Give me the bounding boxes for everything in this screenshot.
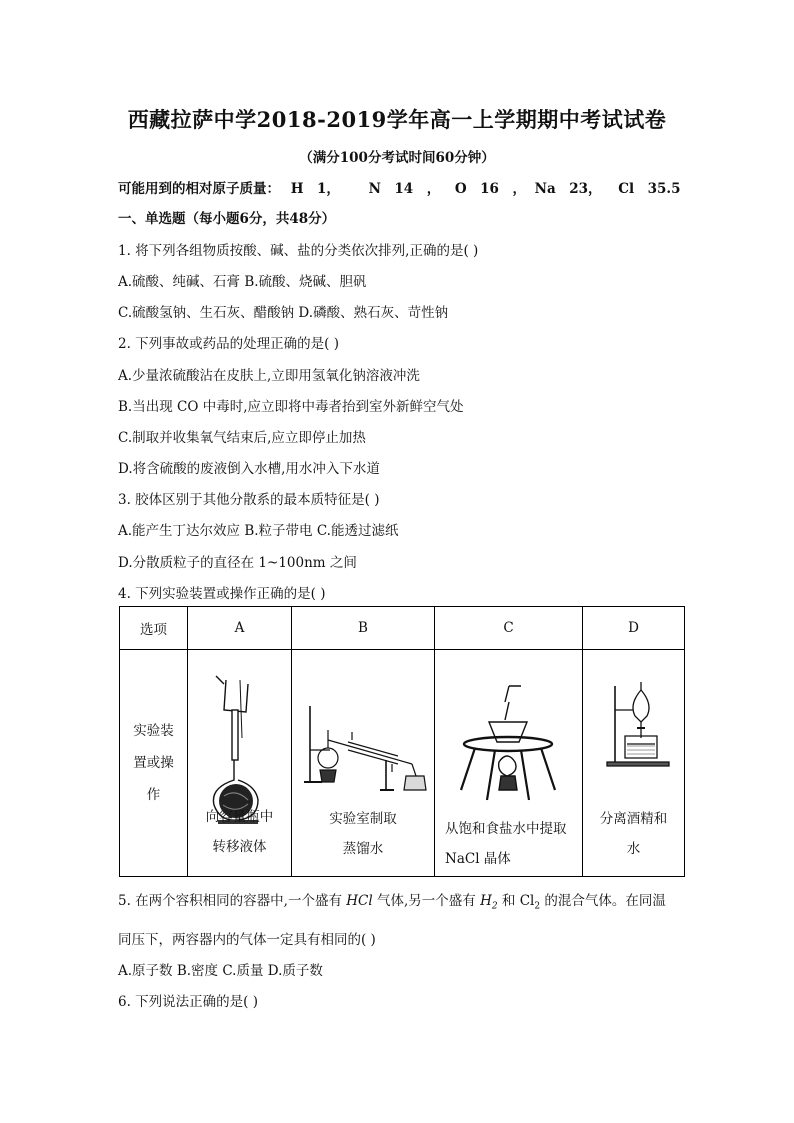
option-b-caption-2: 蒸馏水 <box>342 841 384 857</box>
q2-option-c: C.制取并收集氧气结束后,应立即停止加热 <box>118 430 366 446</box>
header-cell-option: 选项 <box>120 607 188 650</box>
option-a-cell <box>188 650 292 877</box>
q5-stem-post: 的混合气体。在同温 <box>544 893 666 909</box>
q4-apparatus-row <box>120 650 685 877</box>
header-cell-c: C <box>435 607 583 650</box>
exam-subtitle: （满分100分考试时间60分钟） <box>299 150 495 166</box>
atomic-mass-n: N 14 ， <box>368 181 441 197</box>
q2-option-a: A.少量浓硫酸沾在皮肤上,立即用氢氧化钠溶液冲洗 <box>118 368 420 384</box>
option-b-caption-1: 实验室制取 <box>329 811 397 827</box>
q4-stem: 4. 下列实验装置或操作正确的是( ) <box>118 586 326 602</box>
q3-stem: 3. 胶体区别于其他分散系的最本质特征是( ) <box>118 492 380 508</box>
q3-options-abc: A.能产生丁达尔效应 B.粒子带电 C.能透过滤纸 <box>118 523 399 539</box>
option-d-caption-1: 分离酒精和 <box>599 811 668 827</box>
q6-stem: 6. 下列说法正确的是( ) <box>118 994 258 1010</box>
q5-stem-mid: 气体,另一个盛有 <box>376 893 476 909</box>
q5-stem-line-1 <box>118 889 666 912</box>
option-a-caption-1: 向容量瓶中 <box>205 809 274 825</box>
atomic-mass-na: Na 23， <box>534 181 602 197</box>
row-label-line-2: 置或操 <box>133 755 174 771</box>
row-label-cell <box>120 650 188 877</box>
header-cell-a: A <box>188 607 292 650</box>
row-label-line-1: 实验装 <box>133 723 174 739</box>
atomic-mass-cl: Cl 35.5 <box>618 181 681 197</box>
q5-stem-pre: 5. 在两个容积相同的容器中,一个盛有 <box>118 893 342 909</box>
section-heading: 一、单选题（每小题6分，共48分） <box>118 211 336 227</box>
q4-options-table <box>119 606 685 877</box>
q5-options: A.原子数 B.密度 C.质量 D.质子数 <box>118 963 323 979</box>
atomic-mass-o: O 16 ， <box>454 181 526 197</box>
q5-hcl-formula: HCl <box>346 893 373 909</box>
header-cell-b: B <box>292 607 435 650</box>
q1-options-cd: C.硫酸氢钠、生石灰、醋酸钠 D.磷酸、熟石灰、苛性钠 <box>118 305 449 321</box>
q2-option-d: D.将含硫酸的废液倒入水槽,用水冲入下水道 <box>118 461 380 477</box>
q3-option-d: D.分散质粒子的直径在 1~100nm 之间 <box>118 555 357 571</box>
q5-stem-and: 和 <box>501 893 516 909</box>
exam-title: 西藏拉萨中学2018-2019学年高一上学期期中考试试卷 <box>127 107 667 132</box>
row-label-line-3: 作 <box>146 787 161 803</box>
atomic-mass-h: H 1， <box>290 181 340 197</box>
option-d-caption-2: 水 <box>626 841 641 857</box>
option-c-caption-1: 从饱和食盐水中提取 <box>445 821 567 837</box>
q1-stem: 1. 将下列各组物质按酸、碱、盐的分类依次排列,正确的是( ) <box>118 243 479 259</box>
q5-stem-line-2: 同压下，两容器内的气体一定具有相同的( ) <box>118 932 376 948</box>
option-d-cell <box>583 650 685 877</box>
option-a-caption-2: 转移液体 <box>212 839 267 855</box>
header-cell-d: D <box>583 607 685 650</box>
option-c-cell <box>435 650 583 877</box>
atomic-masses-label: 可能用到的相对原子质量： <box>118 181 280 197</box>
q5-cl2-formula: $Cl_2$ <box>519 893 541 912</box>
atomic-masses-line <box>118 177 681 197</box>
q2-stem: 2. 下列事故或药品的处理正确的是( ) <box>118 336 339 352</box>
q2-option-b: B.当出现 CO 中毒时,应立即将中毒者抬到室外新鲜空气处 <box>118 399 464 415</box>
q4-header-row <box>120 607 685 650</box>
option-b-cell <box>292 650 435 877</box>
q1-options-ab: A.硫酸、纯碱、石膏 B.硫酸、烧碱、胆矾 <box>118 274 367 290</box>
q5-h2-formula: $H_2$ <box>480 893 498 912</box>
option-c-caption-2: NaCl 晶体 <box>445 851 511 867</box>
